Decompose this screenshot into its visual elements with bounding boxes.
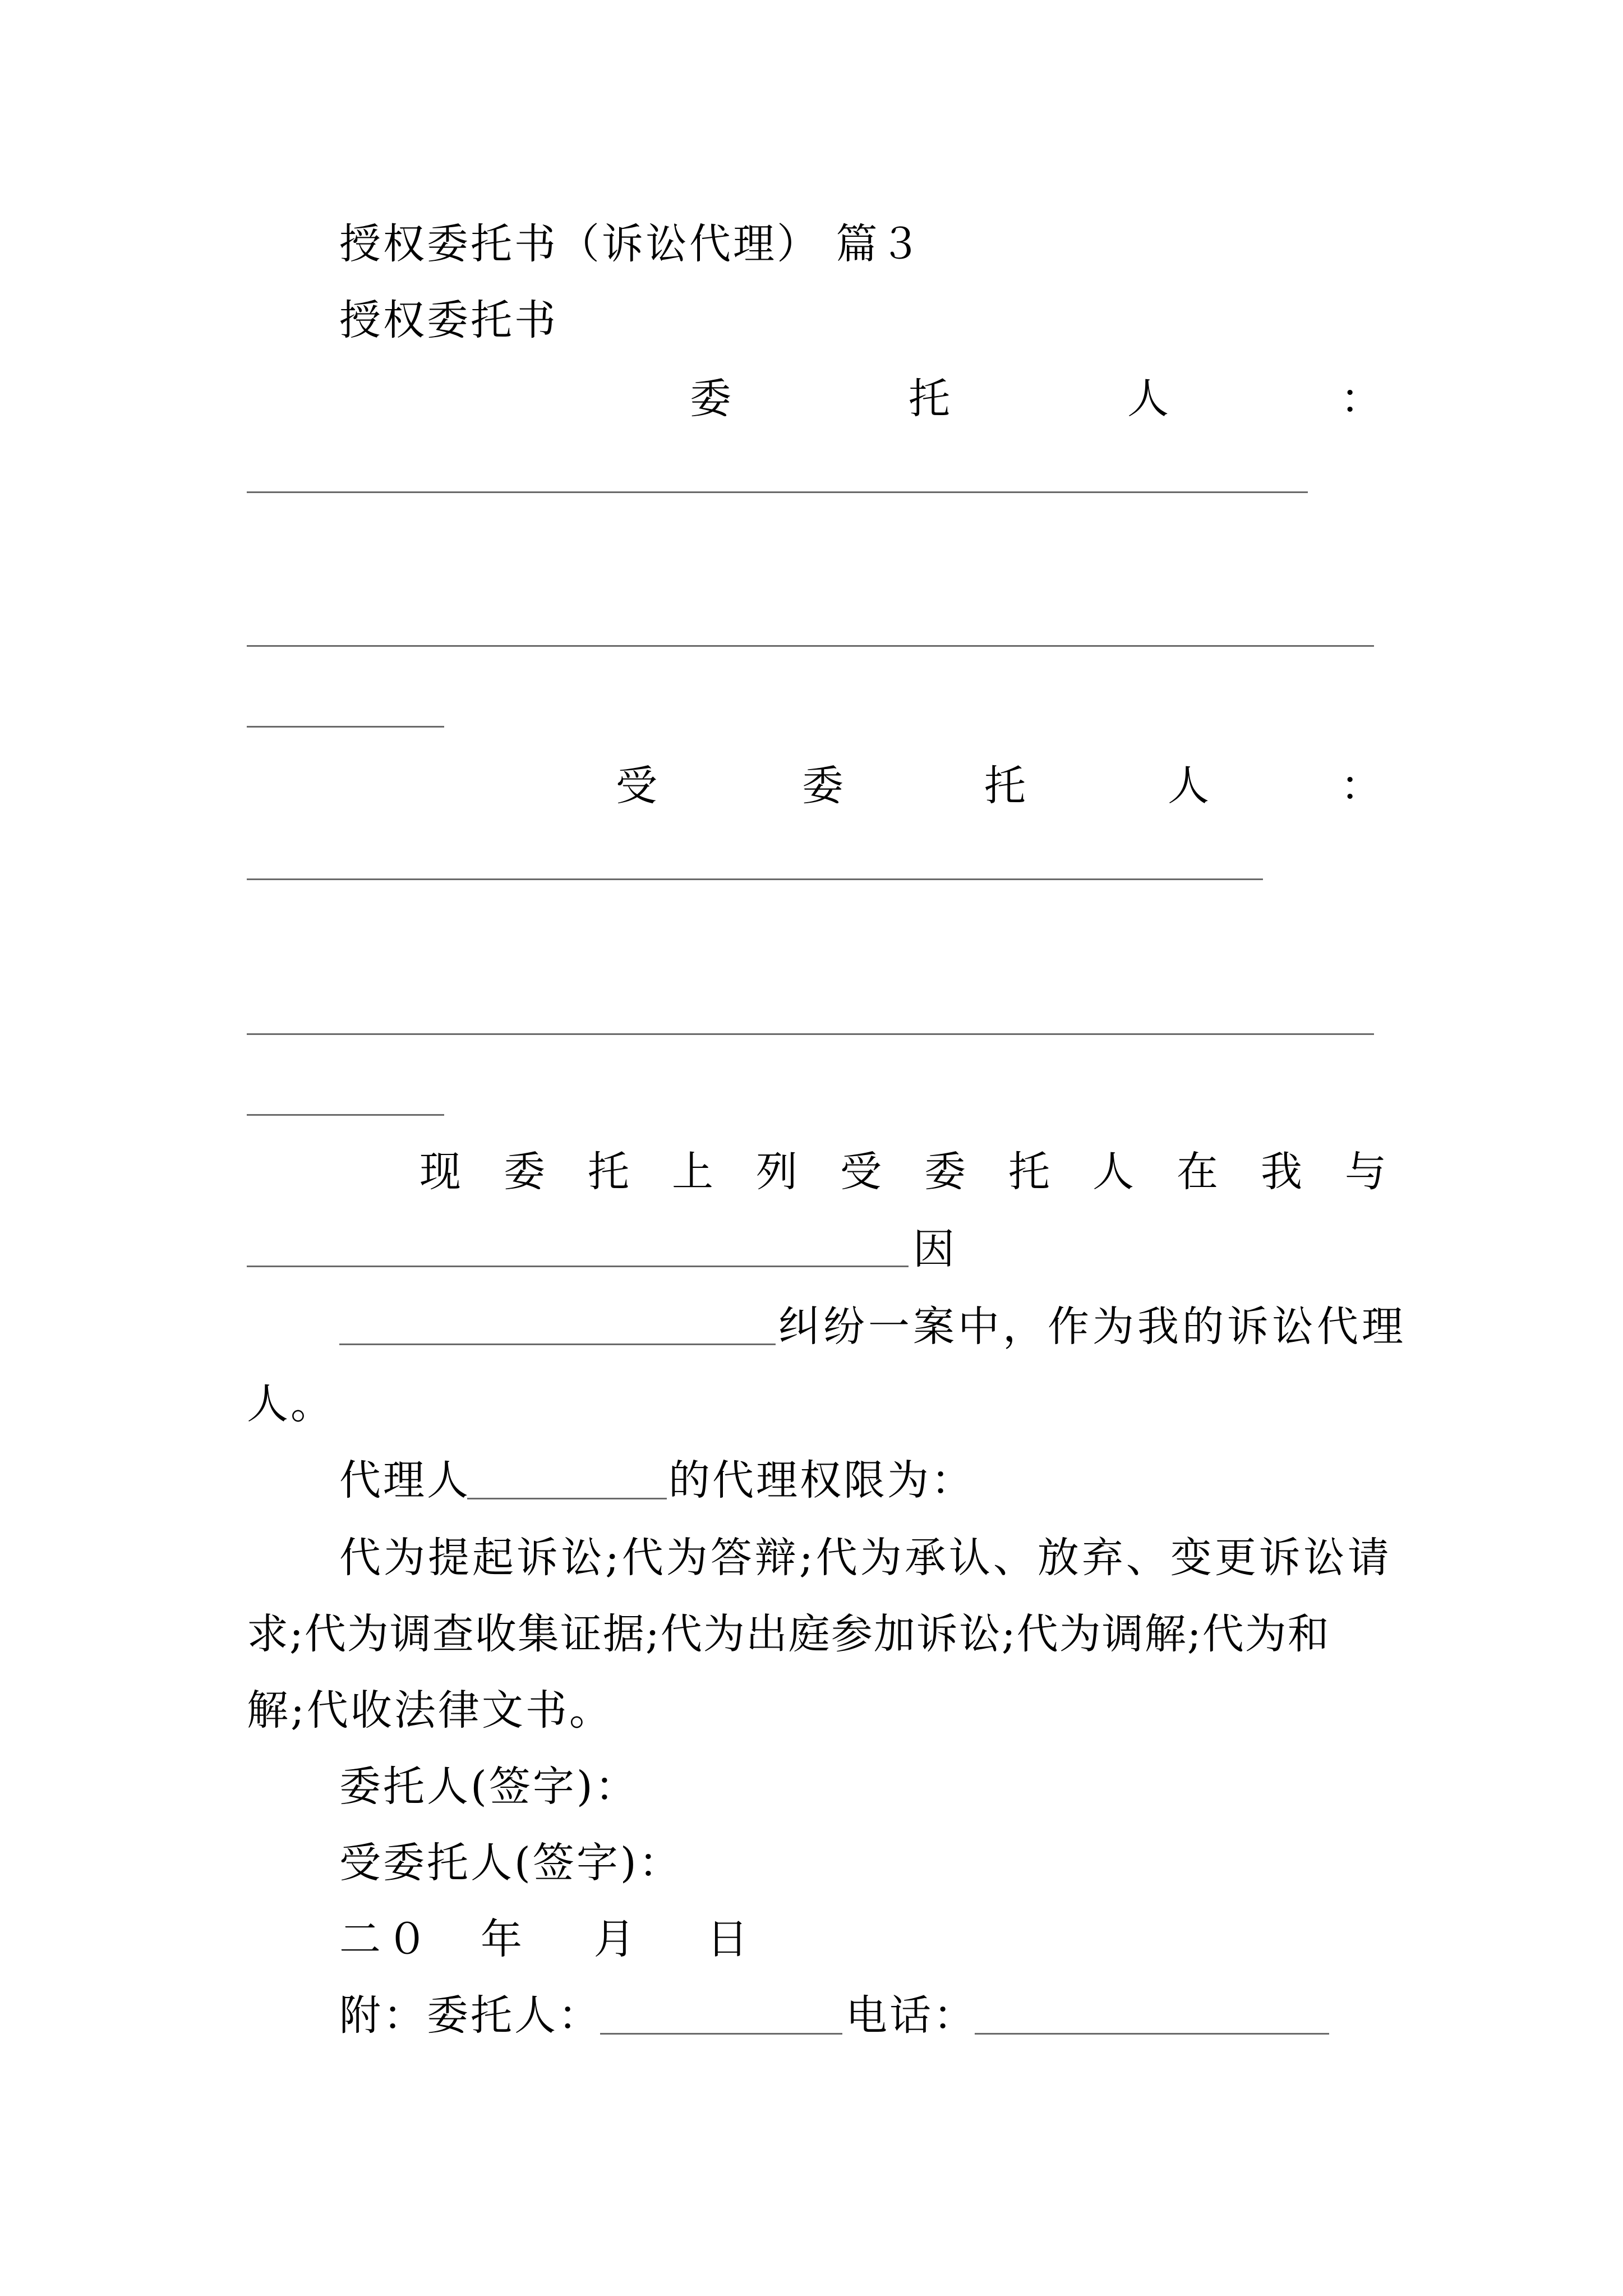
principal-signature: 委托人(签字)：: [339, 1763, 639, 1811]
principal-blank-line-2: [247, 645, 1374, 647]
principal-label-char: 托: [909, 375, 950, 423]
commission-line-2-end: 因: [913, 1225, 957, 1273]
scope-suffix: 的代理权限为：: [668, 1456, 975, 1504]
scope-line-2: 求;代为调查收集证据;代为出庭参加诉讼;代为调解;代为和: [247, 1610, 1330, 1658]
commission-line-3-end: 纠纷一案中，作为我的诉讼代理: [778, 1303, 1407, 1351]
commission-char: 现: [419, 1148, 461, 1196]
agent-label-char: 托: [984, 762, 1026, 810]
commission-char: 列: [756, 1148, 797, 1196]
agent-blank-line-1: [247, 878, 1263, 880]
agent-label-char: ：: [1340, 762, 1382, 810]
agent-label-char: 委: [802, 762, 843, 810]
scope-line-3: 解;代收法律文书。: [247, 1686, 613, 1734]
commission-char: 人: [1092, 1148, 1134, 1196]
commission-char: 受: [840, 1148, 882, 1196]
agent-label-char: 人: [1168, 762, 1209, 810]
scope-prefix: 代理人: [339, 1456, 471, 1504]
commission-char: 托: [1008, 1148, 1050, 1196]
agent-blank-line-2: [247, 1033, 1374, 1035]
agent-name-blank-line: [467, 1498, 667, 1499]
attach-phone-blank: [975, 2033, 1329, 2035]
principal-label-char: 委: [690, 375, 731, 423]
commission-char: 委: [504, 1148, 545, 1196]
attach-phone-label: 电话：: [846, 1991, 977, 2040]
commission-char: 委: [924, 1148, 966, 1196]
commission-char: 上: [672, 1148, 713, 1196]
document-title: 授权委托书: [339, 296, 558, 344]
principal-blank-line-3: [247, 726, 444, 728]
commission-char: 托: [588, 1148, 629, 1196]
principal-label-char: ：: [1340, 375, 1382, 423]
agent-label-char: 受: [616, 762, 657, 810]
commission-line-4: 人。: [247, 1380, 334, 1428]
date-line: 二０ 年 月 日: [339, 1915, 754, 1963]
agent-signature: 受委托人(签字)：: [339, 1839, 683, 1887]
principal-blank-line-1: [247, 491, 1308, 493]
attach-prefix: 附：委托人：: [339, 1991, 602, 2040]
attach-principal-blank: [600, 2033, 842, 2035]
agent-blank-line-3: [247, 1114, 444, 1116]
commission-char: 在: [1177, 1148, 1218, 1196]
section-heading: 授权委托书（诉讼代理） 篇３: [339, 220, 924, 268]
opponent-blank-line: [247, 1266, 909, 1267]
commission-char: 我: [1261, 1148, 1302, 1196]
principal-label-char: 人: [1127, 375, 1169, 423]
dispute-blank-line: [339, 1343, 776, 1345]
commission-char: 与: [1345, 1148, 1386, 1196]
scope-line-1: 代为提起诉讼;代为答辩;代为承认、放弃、变更诉讼请: [339, 1534, 1392, 1582]
